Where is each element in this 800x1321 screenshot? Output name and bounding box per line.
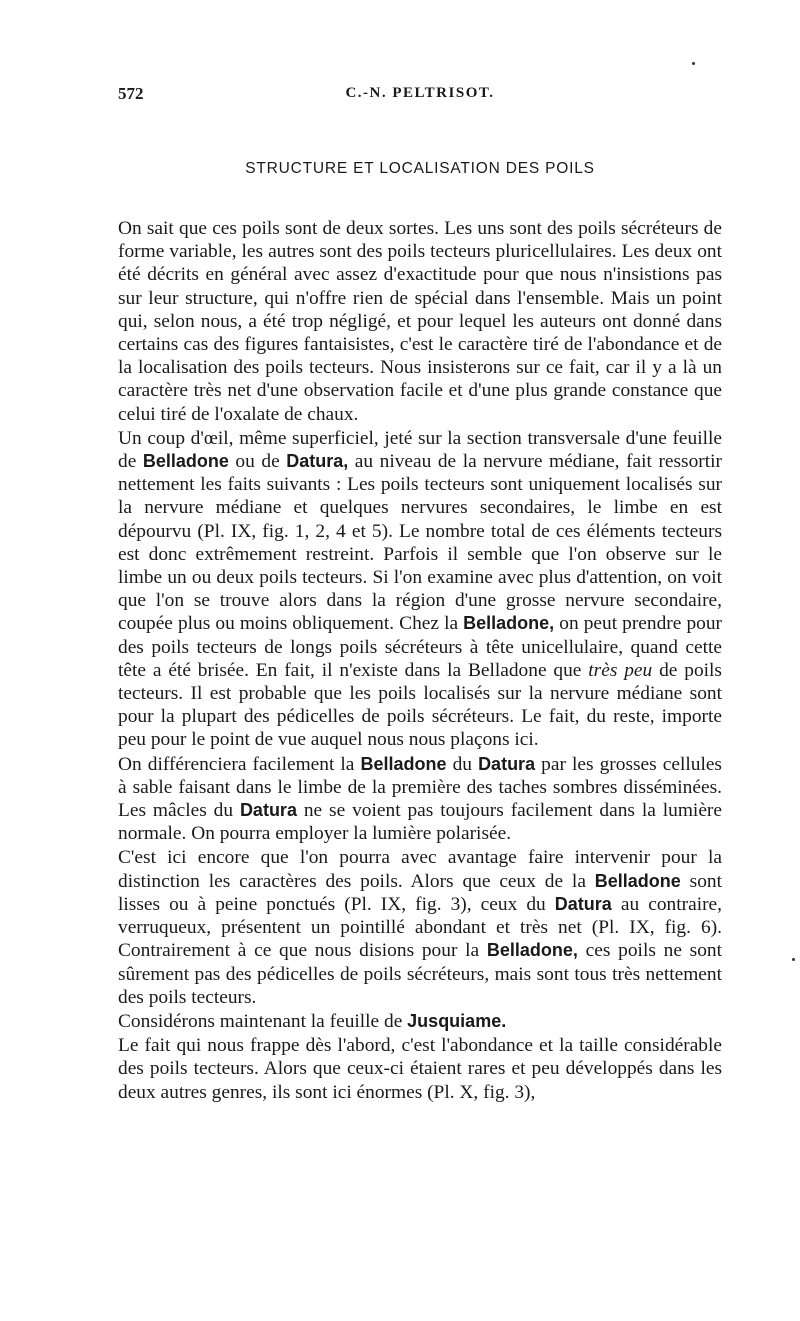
paragraph-3-text-4: ne se voient pas toujours facilement dans la lumière normale. On pourra employer la lumière polarisée. bbox=[118, 800, 722, 845]
genus-datura: Datura bbox=[239, 800, 297, 821]
italic-emphasis: très peu bbox=[588, 659, 653, 681]
running-head bbox=[118, 84, 722, 106]
paragraph-1 bbox=[118, 217, 722, 426]
genus-datura: Datura bbox=[478, 753, 536, 774]
genus-belladone: Belladone bbox=[594, 870, 681, 891]
genus-belladone: Belladone bbox=[360, 753, 447, 774]
paragraph-3 bbox=[118, 753, 722, 846]
paragraph-4-text-4: ces poils ne sont sûrement pas des pédicelles de poils sécréteurs, mais sont tous très nettement des poils tecteurs. bbox=[118, 940, 722, 1008]
paragraph-2-text-1: Un coup d'œil, même superficiel, jeté sur la section transversale d'une feuille de bbox=[118, 427, 722, 473]
paragraph-1-text: On sait que ces poils sont de deux sortes. Les uns sont des poils sécréteurs de forme variable, les autres sont des poils tecteurs pluricellulaires. Les deux ont été décrits en général avec assez d'exactitude pour que nous n'insistions pas sur leur structure, qui n'offre rien de spécial dans l'ensemble. Mais un point qui, selon nous, a été trop négligé, et pour lequel les auteurs ont donné dans certains cas des figures fantaisistes, c'est le caractère tiré de l'abondance et de la localisation des poils tecteurs. Nous insisterons sur ce fait, car il y a là un caractère très net d'une observation facile et d'une plus grande constance que celui tiré de l'oxalate de chaux. bbox=[118, 218, 722, 425]
paragraph-2-text-5: de poils tecteurs. Il est probable que les poils localisés sur la nervure médiane sont pour la plupart des pédicelles de poils sécréteurs. Le fait, du reste, importe peu pour le point de vue auquel nous nous plaçons ici. bbox=[118, 659, 722, 751]
paragraph-3-text-1: On différenciera facilement la bbox=[118, 753, 361, 775]
genus-datura: Datura bbox=[554, 893, 612, 914]
speck-mark bbox=[792, 958, 795, 961]
speck-mark bbox=[692, 62, 695, 65]
page-number: 572 bbox=[118, 84, 144, 103]
paragraph-2-text-2: ou de bbox=[228, 451, 287, 473]
section-title: STRUCTURE ET LOCALISATION DES POILS bbox=[245, 160, 595, 177]
paragraph-5-text-1: Considérons maintenant la feuille de bbox=[118, 1010, 408, 1032]
paragraph-4-text-3: au contraire, verruqueux, présentent un pointillé abondant et très net (Pl. IX, fig. 6). Contrairement à ce que nous disions pour la bbox=[118, 893, 722, 962]
paragraph-5 bbox=[118, 1010, 722, 1033]
paragraph-4-text-2: sont lisses ou à peine ponctués (Pl. IX, fig. 3), ceux du bbox=[118, 870, 722, 915]
body-text bbox=[118, 217, 722, 1104]
paragraph-3-text-2: du bbox=[446, 753, 479, 775]
paragraph-6-text: Le fait qui nous frappe dès l'abord, c'est l'abondance et la taille considérable des poils tecteurs. Alors que ceux-ci étaient rares et peu développés dans les deux autres genres, ils sont ici énormes (Pl. X, fig. 3), bbox=[118, 1035, 722, 1103]
paragraph-2-text-4: on peut prendre pour des poils tecteurs de longs poils sécréteurs à tête unicellulaire, quand cette tête a été brisée. En fait, il n'existe dans la Belladone que bbox=[118, 613, 722, 681]
paragraph-2-text-3: au niveau de la nervure médiane, fait ressortir nettement les faits suivants : Les poils tecteurs sont uniquement localisés sur la nervure médiane et quelques nervures secondaires, le limbe en est dépourvu (Pl. IX, fig. 1, 2, 4 et 5). Le nombre total de ces éléments tecteurs est donc extrêmement restreint. Parfois il semble que l'on observe sur le limbe un ou deux poils tecteurs. Si l'on examine avec plus d'attention, on voit que l'on se trouve alors dans la région d'une grosse nervure secondaire, coupée plus ou moins obliquement. Chez la bbox=[118, 451, 722, 635]
paragraph-3-text-3: par les grosses cellules à sable faisant dans le limbe de la première des taches sombres disséminées. Les mâcles du bbox=[118, 753, 722, 822]
paragraph-6 bbox=[118, 1034, 722, 1104]
genus-belladone: Belladone, bbox=[486, 940, 578, 961]
paragraph-2 bbox=[118, 427, 722, 752]
genus-belladone: Belladone, bbox=[463, 613, 555, 634]
genus-belladone: Belladone bbox=[142, 451, 229, 472]
running-title: C.-N. PELTRISOT. bbox=[345, 85, 495, 101]
genus-jusquiame: Jusquiame. bbox=[407, 1010, 507, 1031]
genus-datura: Datura, bbox=[286, 451, 349, 472]
paragraph-4 bbox=[118, 846, 722, 1008]
paragraph-4-text-1: C'est ici encore que l'on pourra avec avantage faire intervenir pour la distinction les caractères des poils. Alors que ceux de la bbox=[118, 847, 722, 892]
